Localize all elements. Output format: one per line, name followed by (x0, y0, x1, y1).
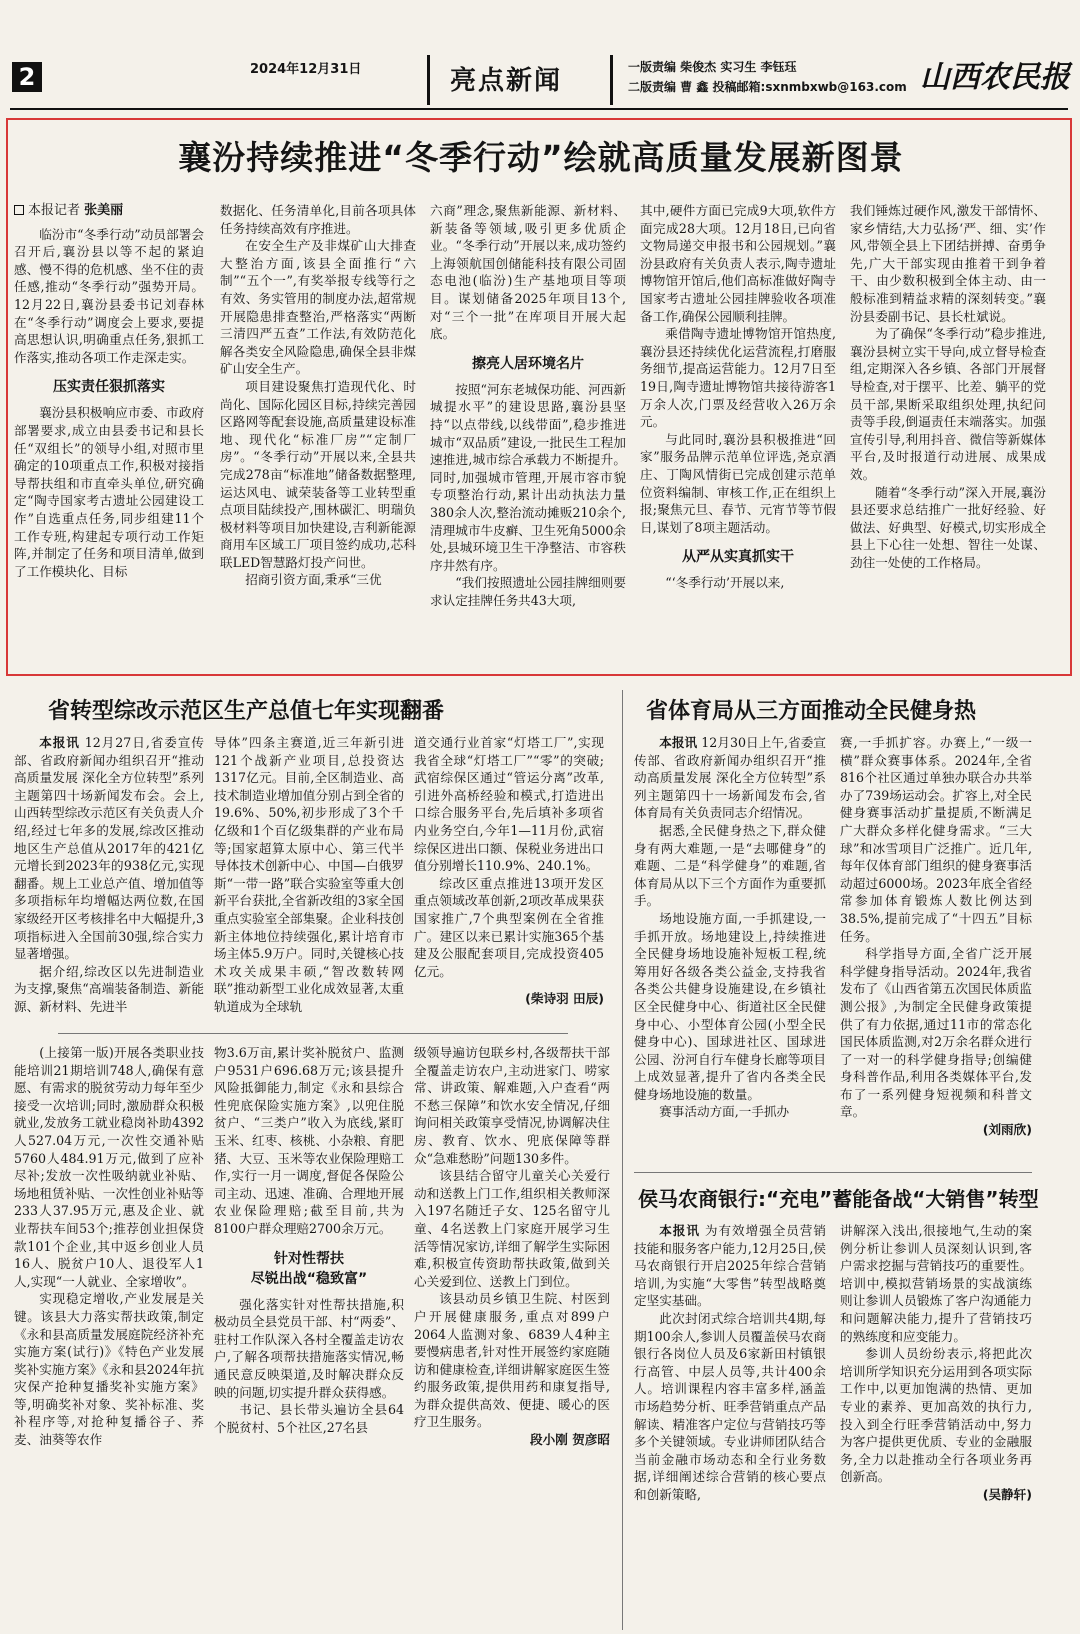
paragraph: 场地设施方面,一手抓建设,一手抓开放。场地建设上,持续推进全民健身场地设施补短板工程,统筹用好各级各类公益金,支持我省各类公共健身设施建设,在乡镇社区全民健身中心、街道社区全民健身中心、小型体育公园(小型全民健身中心)、国球进社区、国球进公园、汾河自行车健身长廊等项目上成效显著,提升了省内各类全民健身场地设施的数量。 (634, 910, 826, 1102)
article2-column-3 (414, 734, 604, 1026)
article5-lead: 本报讯 (659, 1223, 700, 1238)
paragraph: 据悉,全民健身热之下,群众健身有两大难题,一是“去哪健身”的难题、二是“科学健身”的难题,省体育局从以下三个方面作为重要抓手。 (634, 822, 826, 909)
newspaper-logo: 山西农民报 (920, 60, 1070, 95)
checkbox-icon (14, 205, 24, 215)
article3-signature: (刘雨欣) (982, 1122, 1032, 1138)
masthead (0, 0, 1080, 112)
paragraph: 导体”四条主赛道,近三年新引进121个战新产业项目,总投资达1317亿元。目前,全区制造业、高技术制造业增加值分别占到全省的19.6%、50%,初步形成了3个千亿级和1个百亿级集群的产业布局等;国家超算太原中心、第三代半导体技术创新中心、中国—白俄罗斯“一带一路”联合实验室等重大创新平台获批,全省新改组的3家全国重点实验室全部集聚。企业科技创新主体地位持续强化,累计培育市场主体5.9万户。同时,关键核心技术攻关成果丰硕,“智改数转网联”推动新型工业化成效显著,太重轨道成为全球轨 (214, 735, 404, 1014)
paragraph: “‘冬季行动’开展以来, (665, 575, 785, 591)
lead-article-column-4 (640, 202, 836, 670)
paragraph: 项目建设聚焦打造现代化、时尚化、国际化园区目标,持续完善园区路网等配套设施,高质量建设标准地、现代化“标准厂房”“定制厂房”。“冬季行动”开展以来,全县共完成278亩“标准地”储备数据整理,运达风电、诚荣装备等工业转型重点项目陆续投产,围林碳汇、明瑞负极材料等项目加快建设,吉利新能源商用车区域工厂项目签约成功,芯科联LED智慧路灯投产问世。 (220, 378, 416, 570)
paragraph: 道交通行业首家“灯塔工厂”,实现我省全球“灯塔工厂”“零”的突破;武宿综保区通过“管运分离”改革,引进外高桥经验和模式,打造进出口综合服务平台,先后填补多项省内业务空白,今年1—11月份,武宿综保区进出口额、保税业务进出口值分别增长110.9%、240.1%。 (414, 735, 604, 874)
issue-date: 2024年12月31日 (250, 62, 362, 77)
paragraph: 随着“冬季行动”深入开展,襄汾县还要求总结推广一批好经验、好做法、好典型、好模式,切实形成全县上下心往一处想、智往一处谋、劲往一处使的工作格局。 (850, 484, 1046, 570)
subheading: 针对性帮扶 尽锐出战“稳致富” (250, 1250, 368, 1287)
paragraph: 按照“河东老城保功能、河西新城提水平”的建设思路,襄汾县坚持“以点带线,以线带面”,稳步推进城市“双品质”建设,一批民生工程加速推进,城市综合承载力不断提升。同时,加强城市管理,开展市容市貌专项整治行动,累计出动执法力量380余人次,整治流动摊贩210余个,清理城市牛皮癣、卫生死角5000余处,县城环境卫生干净整洁、市容秩序井然有序。 (430, 381, 626, 573)
paragraph: 数据化、任务清单化,目前各项具体任务持续高效有序推进。 (220, 203, 416, 236)
paragraph: 级领导遍访包联乡村,各级帮扶干部全覆盖走访农户,主动进家门、唠家常、讲政策、解难题,入户查看“两不愁三保障”和饮水安全情况,仔细询问相关政策享受情况,协调解决住房、教育、饮水、兜底保障等群众“急难愁盼”问题130多件。 (414, 1045, 610, 1166)
lead-article-column-5 (850, 202, 1046, 670)
lead-article-column-2 (220, 202, 416, 670)
article3-headline: 省体育局从三方面推动全民健身热 (646, 699, 977, 724)
article5-column-1 (634, 1222, 826, 1630)
article3-lead: 本报讯 (659, 735, 698, 750)
article4-signature: 段小刚 贺彦昭 (530, 1432, 610, 1448)
paragraph: 据介绍,综改区以先进制造业为支撑,聚焦“高端装备制造、新能源、新材料、先进半 (14, 963, 204, 1014)
paragraph: 12月30日上午,省委宣传部、省政府新闻办组织召开“推动高质量发展 深化全方位转型”系列主题第四十一场新闻发布会,省体育局有关负责同志介绍情况。 (634, 735, 826, 821)
editors-line-2: 二版责编 曹 鑫 投稿邮箱:sxnmbxwb@163.com (628, 80, 907, 94)
article5-headline: 侯马农商银行:“充电”蓄能备战“大销售”转型 (638, 1187, 1039, 1211)
paragraph: 其中,硬件方面已完成9大项,软件方面完成28大项。12月18日,已向省文物局递交申报书和公园规划。”襄汾县政府有关负责人表示,陶寺遗址博物馆开馆后,他们高标准做好陶寺国家考古遗址公园挂牌验收各项准备工作,确保公园顺利挂牌。 (640, 203, 836, 324)
paragraph: 12月27日,省委宣传部、省政府新闻办组织召开“推动高质量发展 深化全方位转型”系列主题第四十场新闻发布会。会上,山西转型综改示范区有关负责人介绍,经过七年多的发展,综改区推动地区生产总值从2017年的421亿元增长到2023年的938亿元,实现翻番。规上工业总产值、增加值等多项指标年均增幅达两位数,在国家级经开区考核排名中大幅提升,3项指标进入全国前30强,综合实力显著增强。 (14, 735, 204, 962)
paragraph: 科学指导方面,全省广泛开展科学健身指导活动。2024年,我省发布了《山西省第五次国民体质监测公报》,为制定全民健身政策提供了有力依据,通过11市的常态化国民体质监测,对2万余名群众进行了一对一的科学健身指导;创编健身科普作品,利用各类媒体平台,发布了一系列健身短视频和科普文章。 (840, 946, 1032, 1120)
article2-headline: 省转型综改示范区生产总值七年实现翻番 (48, 699, 445, 724)
paragraph: 六商”理念,聚焦新能源、新材料、新装备等领域,吸引更多优质企业。“冬季行动”开展以来,成功签约上海领航国创储能科技有限公司固态电池(临汾)生产基地项目等项目。谋划储备2025年项目13个,对“三个一批”在库项目开展大起底。 (430, 203, 626, 342)
paragraph: 赛,一手抓扩容。办赛上,“一级一横”群众赛事体系。2024年,全省816个社区通过单独办联合办共举办了739场运动会。扩容上,对全民健身赛事活动扩量提质,不断满足广大群众多样化健身需求。“三大球”和冰雪项目广泛推广。近几年,每年仅体育部门组织的健身赛事活动超过6000场。2023年底全省经常参加体育锻炼人数比例达到38.5%,提前完成了“十四五”目标任务。 (840, 735, 1032, 944)
article-divider (634, 1172, 1032, 1173)
article3-column-2 (840, 734, 1032, 1170)
editors-line-1: 一版责编 柴俊杰 实习生 李钰珏 (628, 60, 797, 74)
byline (14, 202, 204, 220)
paragraph: 该县动员乡镇卫生院、村医到户开展健康服务,重点对899户2064人监测对象、6839人4种主要慢病患者,针对性开展签约家庭随访和健康检查,详细讲解家庭医生签约服务政策,提供用药和康复指导,为群众提供高效、便捷、暖心的医疗卫生服务。 (414, 1291, 610, 1430)
paragraph: 招商引资方面,秉承“三优 (245, 572, 382, 588)
paragraph: 为有效增强全员营销技能和服务客户能力,12月25日,侯马农商银行开启2025年综合营销培训,为实施“大零售”转型战略奠定坚实基础。 (634, 1223, 826, 1309)
column-divider (622, 690, 623, 1630)
paragraph: 与此同时,襄汾县积极推进“回家”服务品牌示范单位评选,尧京酒庄、丁陶风情街已完成创建示范单位资料编制、审核工作,正在组织上报;聚焦元旦、春节、元宵节等节假日,谋划了8项主题活动。 (640, 431, 836, 535)
lead-article-column-1 (14, 202, 204, 670)
subheading: 从严从实真抓实干 (682, 549, 794, 566)
paragraph: 赛事活动方面,一手抓办 (659, 1104, 790, 1120)
paragraph: 临汾市“冬季行动”动员部署会召开后,襄汾县以等不起的紧迫感、慢不得的危机感、坐不住的责任感,推动“冬季行动”强势开局。12月22日,襄汾县委书记刘春林在“冬季行动”调度会上要求,要提高思想认识,明确重点任务,狠抓工作落实,推动各项工作走深走实。 (14, 226, 204, 365)
lead-article-frame (6, 118, 1072, 676)
subheading: 压实责任狠抓落实 (53, 379, 165, 396)
paragraph: 乘借陶寺遗址博物馆开馆热度,襄汾县还持续优化运营流程,打磨服务细节,提高运营能力。12月7日至19日,陶寺遗址博物馆共接待游客1万余人次,门票及经营收入26万余元。 (640, 326, 836, 430)
paragraph: 强化落实针对性帮扶措施,积极动员全县党员干部、村“两委”、驻村工作队深入各村全覆盖走访农户,了解各项帮扶措施落实情况,畅通民意反映渠道,及时解决群众反映的问题,切实提升群众获得感。 (214, 1296, 404, 1400)
paragraph: 为了确保“冬季行动”稳步推进,襄汾县树立实干导向,成立督导检查组,定期深入各乡镇、各部门开展督导检查,对于摆平、比差、躺平的党员干部,果断采取组织处理,执纪问责等手段,倒逼责任末端落实。加强宣传引导,利用抖音、微信等新媒体平台,及时报道行动进展、成果成效。 (850, 326, 1046, 482)
paragraph: 综改区重点推进13项开发区重点领域改革创新,2项改革成果获国家推广,7个典型案例在全省推广。建区以来已累计实施365个基建及公服配套项目,完成投资405亿元。 (414, 875, 604, 979)
article2-lead: 本报讯 (39, 735, 80, 750)
article4-column-3 (414, 1044, 610, 1630)
subheading: 擦亮人居环境名片 (472, 355, 584, 372)
paragraph: 在安全生产及非煤矿山大排查大整治方面,该县全面推行“六制”“五个一”,有奖举报专线等行之有效、务实管用的制度办法,超常规开展隐患排查整治,严格落实“两断三清四严五查”工作法,有效防范化解各类安全风险隐患,确保全县非煤矿山安全生产。 (220, 238, 416, 377)
paragraph: 襄汾县积极响应市委、市政府部署要求,成立由县委书记和县长任“双组长”的领导小组,对照市里确定的10项重点工作,积极对接指导帮扶组和市直牵头单位,研究确定“陶寺国家考古遗址公园建设工作”自选重点任务,同步组建11个工作专班,构建起专项行动工作矩阵,并制定了任务和项目清单,做到了工作模块化、目标 (14, 405, 204, 579)
paragraph: “我们按照遗址公园挂牌细则要求认定挂牌任务共43大项, (430, 575, 626, 608)
article2-column-2 (214, 734, 404, 1026)
article-divider (58, 1033, 568, 1034)
article2-signature: (柴诗羽 田辰) (525, 991, 604, 1007)
paragraph: 此次封闭式综合培训共4期,每期100余人,参训人员覆盖侯马农商银行各岗位人员及6家新田村镇银行高管、中层人员等,共计400余人。培训课程内容丰富多样,涵盖市场趋势分析、旺季营销重点产品解读、精准客户定位与营销技巧等多个关键领域。专业讲师团队结合当前金融市场动态和全行业务数据,详细阐述综合营销的核心要点和创新策略, (634, 1310, 826, 1502)
paragraph: 实现稳定增收,产业发展是关键。该县大力落实帮扶政策,制定《永和县高质量发展庭院经济补充实施方案(试行)》《特色产业发展奖补实施方案》《永和县2024年抗灾保产抢种复播奖补实施方案》等,明确奖补对象、奖补标准、奖补程序等,对抢种复播谷子、荞麦、油葵等农作 (14, 1291, 204, 1448)
article5-signature: (吴静轩) (982, 1486, 1032, 1502)
paragraph: 我们锤炼过硬作风,激发干部情怀、家乡情结,大力弘扬‘严、细、实’作风,带领全县上下团结拼搏、奋勇争先,广大干部实现由推着干到争着干、由少数积极到全体主动、由一般标准到精益求精的深刻转变。”襄汾县委副书记、县长杜斌说。 (850, 203, 1046, 324)
article5-column-2 (840, 1222, 1032, 1630)
section-title: 亮点新闻 (450, 66, 563, 96)
lead-article-headline: 襄汾持续推进“冬季行动”绘就高质量发展新图景 (178, 138, 904, 177)
article4-column-1 (14, 1044, 204, 1630)
article4-column-2 (214, 1044, 404, 1630)
paragraph: (上接第一版)开展各类职业技能培训21期培训748人,确保有意愿、有需求的脱贫劳动力每年至少接受一次培训;同时,激励群众积极就业,发放务工就业稳岗补助4392人527.04万元,一次性交通补贴5760人484.91万元,做到了应补尽补;发放一次性吸纳就业补贴、场地租赁补贴、一次性创业补贴等233人37.95万元,惠及企业、就业帮扶车间53个;推荐创业担保贷款101个企业,其中返乡创业人员16人、脱贫户10人、退役军人1人,实现“一人就业、全家增收”。 (14, 1045, 204, 1289)
lead-article-column-3 (430, 202, 626, 670)
paragraph: 参训人员纷纷表示,将把此次培训所学知识充分运用到各项实际工作中,以更加饱满的热情、更加专业的素养、更加高效的执行力,投入到全行旺季营销活动中,努力为客户提供更优质、专业的金融服务,全力以赴推动全行各项业务再创新高。 (840, 1346, 1032, 1485)
masthead-divider-right (610, 55, 613, 105)
byline-prefix: 本报记者 (28, 203, 81, 218)
paragraph: 讲解深入浅出,很接地气,生动的案例分析让参训人员深刻认识到,客户需求挖掘与营销技巧的重要性。培训中,模拟营销场景的实战演练则让参训人员锻炼了客户沟通能力和问题解决能力,提升了营销技巧的熟练度和应变能力。 (840, 1223, 1032, 1344)
article2-column-1 (14, 734, 204, 1026)
masthead-rule (10, 108, 1068, 110)
page-number: 2 (12, 62, 42, 92)
article3-column-1 (634, 734, 826, 1170)
byline-name: 张美丽 (84, 203, 124, 218)
masthead-divider-left (427, 55, 430, 105)
paragraph: 该县结合留守儿童关心关爱行动和送教上门工作,组织相关教师深入197名随迁子女、125名留守儿童、4名送教上门家庭开展学习生活等情况家访,详细了解学生实际困难,积极宣传资助帮扶政策,做到关心关爱到位、送教上门到位。 (414, 1168, 610, 1289)
paragraph: 物3.6万亩,累计奖补脱贫户、监测户9531户696.68万元;该县提升风险抵御能力,制定《永和县综合性兜底保险实施方案》,以兜住脱贫户、“三类户”收入为底线,紧盯玉米、红枣、核桃、小杂粮、育肥猪、大豆、玉米等农业保险理赔工作,实行一月一调度,督促各保险公司主动、迅速、准确、合理地开展农业保险理赔;截至目前,共为8100户群众理赔2700余万元。 (214, 1045, 404, 1236)
paragraph: 书记、县长带头遍访全县64个脱贫村、5个社区,27名县 (214, 1402, 404, 1435)
